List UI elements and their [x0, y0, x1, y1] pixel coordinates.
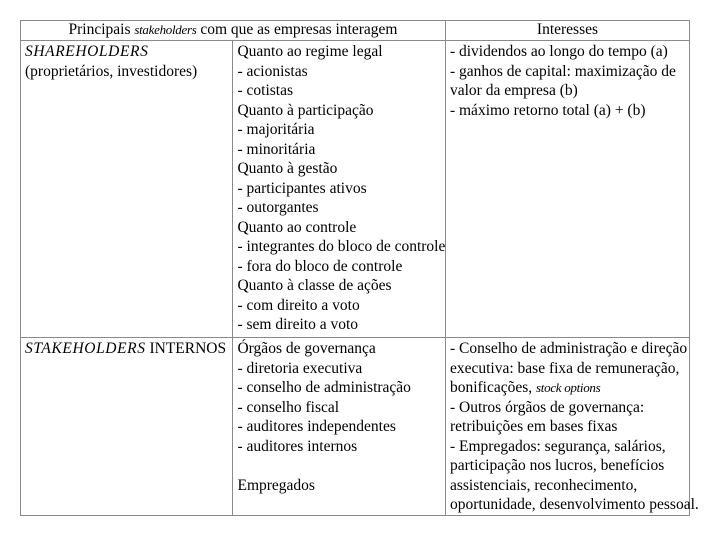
- interest-line: - Empregados: segurança, salários,: [449, 437, 666, 455]
- header-suffix: com que as empresas interagem: [200, 21, 398, 38]
- interest-line-stock-options: [450, 378, 689, 398]
- type-line: - participantes ativos: [237, 179, 367, 197]
- type-line: Quanto à gestão: [237, 160, 338, 177]
- type-line: Quanto à classe de ações: [237, 277, 392, 294]
- internal-interests-cell: [445, 338, 699, 516]
- type-line: - auditores independentes: [237, 418, 396, 435]
- interest-line: retribuições em bases fixas: [449, 418, 618, 435]
- interest-line: executiva: base fixa de remuneração,: [449, 359, 680, 377]
- shareholders-row: [21, 41, 690, 338]
- type-line: - conselho fiscal: [237, 398, 340, 416]
- type-line: - diretoria executiva: [237, 359, 363, 377]
- header-interests: Interesses: [445, 21, 689, 41]
- shareholders-subtitle: (proprietários, investidores): [25, 62, 198, 80]
- header-row: [21, 21, 690, 41]
- interest-line: - ganhos de capital: maximização de: [449, 62, 676, 80]
- shareholders-group-cell: [21, 41, 233, 338]
- interest-line: - dividendos ao longo do tempo (a): [449, 43, 668, 60]
- header-italic: stakeholders: [134, 22, 197, 37]
- stakeholders-table: [20, 20, 699, 516]
- type-line-employees: Empregados: [237, 476, 315, 494]
- type-line: - majoritária: [237, 121, 315, 138]
- type-line: - auditores internos: [237, 437, 358, 455]
- shareholders-interests-cell: [445, 41, 689, 338]
- shareholders-title: SHAREHOLDERS: [25, 43, 149, 60]
- type-line: Quanto à participação: [237, 101, 374, 119]
- type-line: - minoritária: [237, 140, 316, 158]
- interest-line: - máximo retorno total (a) + (b): [449, 101, 646, 119]
- internal-types-cell: [233, 338, 445, 516]
- type-line: - com direito a voto: [237, 296, 360, 314]
- type-line: Quanto ao controle: [237, 218, 357, 236]
- interest-line: valor da empresa (b): [449, 82, 578, 99]
- type-line: - integrantes do bloco de controle: [237, 238, 446, 255]
- type-line: Órgãos de governança: [237, 340, 376, 357]
- internal-suffix: INTERNOS: [149, 340, 227, 357]
- internal-stakeholders-row: [21, 338, 690, 516]
- header-stakeholders: [21, 21, 446, 41]
- interest-line: oportunidade, desenvolvimento pessoal.: [449, 496, 699, 513]
- internal-title: STAKEHOLDERS: [25, 340, 146, 357]
- type-line: - outorgantes: [237, 199, 319, 216]
- interest-line: - Outros órgãos de governança:: [449, 398, 645, 416]
- interest-line: - Conselho de administração e direção: [449, 340, 688, 357]
- interest-line: assistenciais, reconhecimento,: [449, 476, 638, 494]
- shareholders-types-cell: [233, 41, 445, 338]
- type-line: - acionistas: [237, 62, 308, 80]
- internal-group-cell: [21, 338, 233, 516]
- type-line: - cotistas: [237, 82, 294, 99]
- type-line: - conselho de administração: [237, 379, 411, 396]
- type-line: Quanto ao regime legal: [237, 43, 383, 60]
- interest-italic: stock options: [536, 380, 601, 395]
- type-line: - sem direito a voto: [237, 316, 359, 333]
- interest-line: participação nos lucros, benefícios: [449, 457, 665, 474]
- interest-prefix: bonificações,: [449, 379, 533, 396]
- header-prefix: Principais: [68, 21, 131, 38]
- type-line: - fora do bloco de controle: [237, 257, 403, 275]
